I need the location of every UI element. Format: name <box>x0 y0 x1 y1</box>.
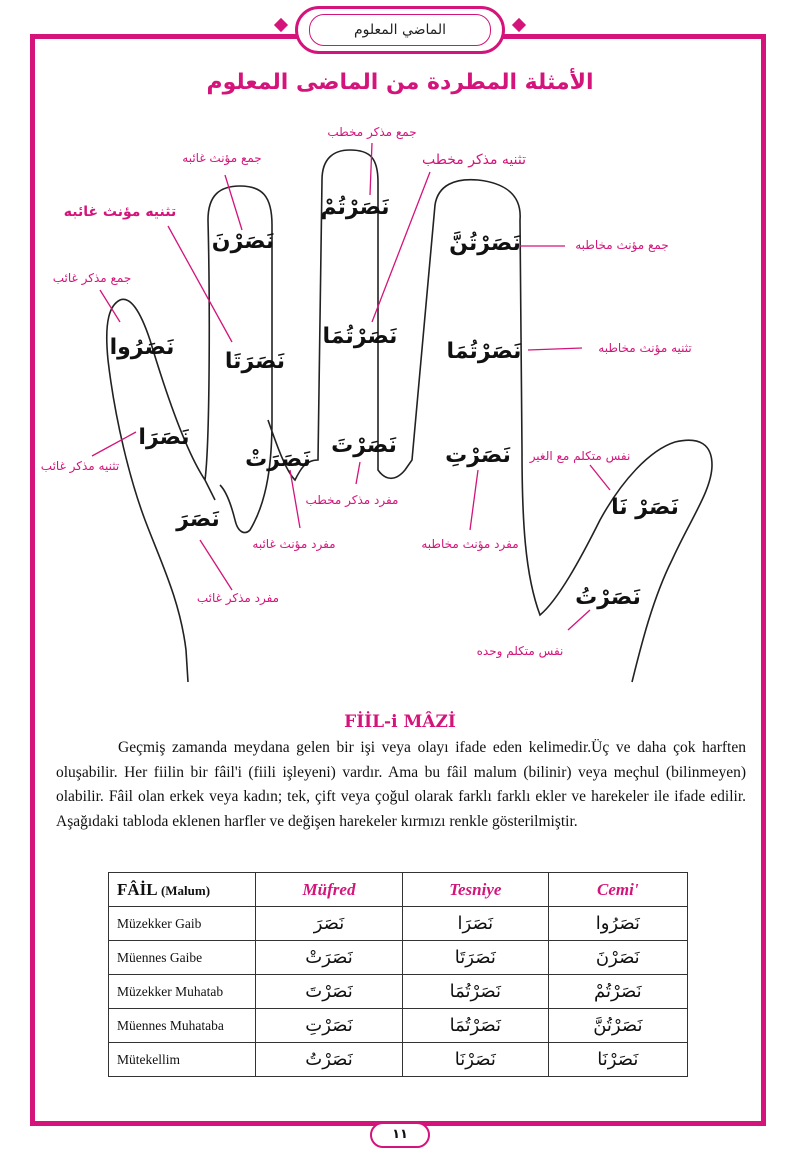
column-header-cemi: Cemi' <box>548 873 687 907</box>
table-cell: نَصَرْتِ <box>256 1009 403 1043</box>
word-nasaru: نَصَرُوا <box>109 335 175 360</box>
label-cem-muzakkar-gaib: جمع مذكر غائب <box>52 271 132 285</box>
table-row <box>109 941 688 975</box>
word-nasarat: نَصَرَتْ <box>245 447 311 472</box>
row-label: Müennes Gaibe <box>109 941 256 975</box>
table-cell: نَصَرْتَ <box>256 975 403 1009</box>
label-nefs-mutekellim-vahde: نفس متكلم وحده <box>476 644 564 658</box>
header-badge-text: الماضي المعلوم <box>309 14 491 46</box>
paragraph-text: Geçmiş zamanda meydana gelen bir işi veya olayı ifade eden kelimedir.Üç ve daha çok harften oluşabilir. Her fiilin bir fâil'i (fiili işleyeni) vardır. Ama bu fâil malum (bilinir) veya meçhul (bilinmeyen) olabilir. Fâil olan erkek veya kadın; tek, çift veya çoğul olarak farklı farklı ekler ve harekeler ile ifade edilir. Aşağıdaki tabloda eklenen harfler ve değişen harekeler kırmızı renkle gösterilmiştir. <box>56 739 746 830</box>
table-cell: نَصَرْنَا <box>548 1043 687 1077</box>
label-mufred-muennes-muhataba: مفرد مؤنث مخاطبه <box>421 537 519 551</box>
label-tesniye-muzakkar-gaib: تثنيه مذكر غائب <box>40 459 120 473</box>
section-title: FİİL-i MÂZİ <box>344 712 456 732</box>
row-label: Müzekker Muhatab <box>109 975 256 1009</box>
word-nasarti: نَصَرْتِ <box>445 443 511 468</box>
table-cell: نَصَرَتْ <box>256 941 403 975</box>
label-cem-muzakkar-muhatab: جمع مذكر مخطب <box>327 125 417 139</box>
table-cell: نَصَرْنَا <box>403 1043 549 1077</box>
table-row <box>109 975 688 1009</box>
table-cell: نَصَرْتُمَا <box>403 1009 549 1043</box>
table-cell: نَصَرَتَا <box>403 941 549 975</box>
row-label: Mütekellim <box>109 1043 256 1077</box>
page-number: ١١ <box>370 1122 430 1148</box>
column-header-tesniye: Tesniye <box>403 873 549 907</box>
table-row <box>109 907 688 941</box>
label-tesniye-muennes-muhataba: تثنيه مؤنث مخاطبه <box>598 341 692 355</box>
label-mufred-muzakkar-gaib: مفرد مذكر غائب <box>196 591 280 605</box>
label-tesniye-muzakkar-muhatab: تثنيه مذكر مخطب <box>422 152 526 168</box>
table-cell: نَصَرُوا <box>548 907 687 941</box>
table-cell: نَصَرْتُمْ <box>548 975 687 1009</box>
word-nasarta: نَصَرْتَ <box>331 433 397 458</box>
body-paragraph <box>56 736 746 834</box>
label-nefs-mutekellim-mea-gayr: نفس متكلم مع الغير <box>529 449 631 463</box>
word-nasarna-we: نَصَرْ نَا <box>611 495 679 520</box>
conjugation-table <box>108 872 688 1077</box>
table-cell: نَصَرْتُ <box>256 1043 403 1077</box>
table-cell: نَصَرَا <box>403 907 549 941</box>
table-row <box>109 1009 688 1043</box>
page-title: الأمثلة المطردة من الماضى المعلوم <box>206 70 594 95</box>
word-nasartunna: نَصَرْتُنَّ <box>449 231 521 256</box>
column-header-mufred: Müfred <box>256 873 403 907</box>
word-nasarata: نَصَرَتَا <box>224 349 286 374</box>
table-header-row <box>109 873 688 907</box>
table-cell: نَصَرْنَ <box>548 941 687 975</box>
word-nasara-dual: نَصَرَا <box>138 425 190 450</box>
label-cem-muennes-muhataba: جمع مؤنث مخاطبه <box>575 238 669 252</box>
label-mufred-muennes-gaibe: مفرد مؤنث غائبه <box>252 537 336 551</box>
label-mufred-muzakkar-muhatab: مفرد مذكر مخطب <box>305 493 399 507</box>
word-nasartum: نَصَرْتُمْ <box>320 195 390 220</box>
word-nasartuma-f: نَصَرْتُمَا <box>446 339 522 364</box>
table-cell: نَصَرْتُمَا <box>403 975 549 1009</box>
table-header-fail-main: FÂİL <box>117 879 157 899</box>
row-label: Müzekker Gaib <box>109 907 256 941</box>
word-nasartuma-m: نَصَرْتُمَا <box>322 324 398 349</box>
table-cell: نَصَرْتُنَّ <box>548 1009 687 1043</box>
label-tesniye-muennes-gaibe: تثنيه مؤنث غائبه <box>63 204 177 220</box>
table-header-fail <box>109 873 256 907</box>
table-row <box>109 1043 688 1077</box>
table-header-fail-sub: (Malum) <box>160 882 211 898</box>
word-nasara: نَصَرَ <box>176 507 220 532</box>
table-cell: نَصَرَ <box>256 907 403 941</box>
word-nasartu: نَصَرْتُ <box>575 585 641 610</box>
label-cem-muennes-gaibe: جمع مؤنث غائبه <box>182 151 262 165</box>
word-nasarna: نَصَرْنَ <box>211 229 275 254</box>
row-label: Müennes Muhataba <box>109 1009 256 1043</box>
